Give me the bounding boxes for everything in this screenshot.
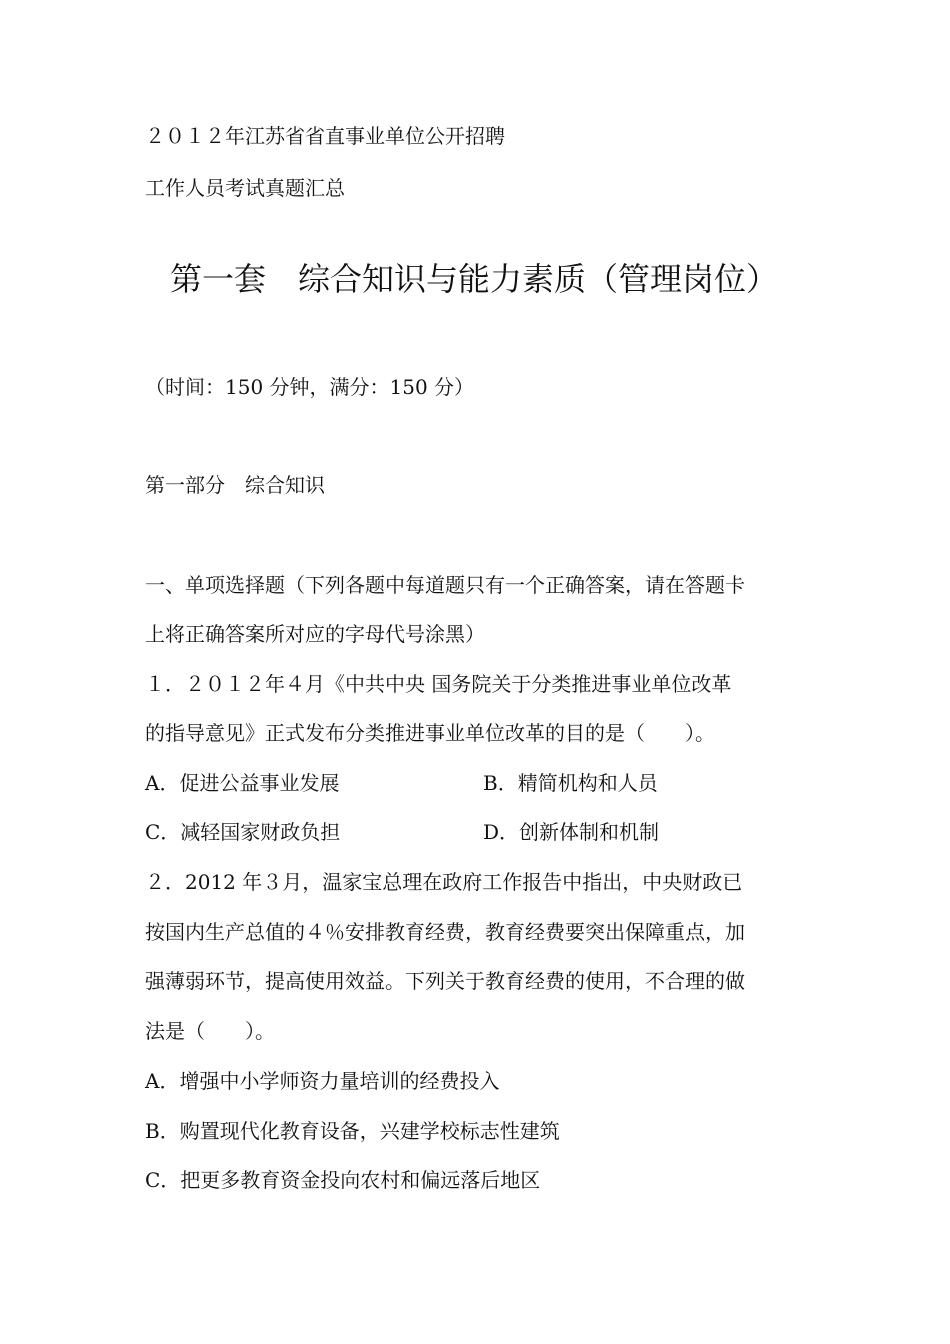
question-1-option-c: C．减轻国家财政负担 xyxy=(145,820,341,844)
set-title: 第一套 综合知识与能力素质（管理岗位） xyxy=(170,260,779,298)
section-instruction-line-2: 上将正确答案所对应的字母代号涂黑） xyxy=(145,622,485,646)
part-title: 第一部分 综合知识 xyxy=(145,473,325,497)
question-2-line-4: 法是（ ）。 xyxy=(145,1019,275,1043)
section-instruction-line-1: 一、单项选择题（下列各题中每道题只有一个正确答案，请在答题卡 xyxy=(145,573,745,597)
question-2-option-a: A．增强中小学师资力量培训的经费投入 xyxy=(145,1069,500,1093)
question-2-option-b: B．购置现代化教育设备，兴建学校标志性建筑 xyxy=(145,1119,560,1143)
question-2-option-c: C．把更多教育资金投向农村和偏远落后地区 xyxy=(145,1168,541,1192)
question-1-option-b: B．精简机构和人员 xyxy=(483,771,658,795)
question-2-line-2: 按国内生产总值的４％安排教育经费，教育经费要突出保障重点，加 xyxy=(145,920,745,944)
question-1-line-2: 的指导意见》正式发布分类推进事业单位改革的目的是（ ）。 xyxy=(145,721,715,745)
question-2-line-1: ２．2012 年３月，温家宝总理在政府工作报告中指出，中央财政已 xyxy=(145,870,743,894)
exam-info: （时间：150 分钟，满分：150 分） xyxy=(145,375,475,399)
question-2-line-3: 强薄弱环节，提高使用效益。下列关于教育经费的使用，不合理的做 xyxy=(145,969,745,993)
header-line-2: 工作人员考试真题汇总 xyxy=(145,176,345,200)
question-1-option-a: A．促进公益事业发展 xyxy=(145,771,340,795)
question-1-line-1: １．２０１２年４月《中共中央 国务院关于分类推进事业单位改革 xyxy=(145,672,732,696)
question-1-option-d: D．创新体制和机制 xyxy=(483,820,660,844)
header-line-1: ２０１２年江苏省省直事业单位公开招聘 xyxy=(145,124,505,148)
